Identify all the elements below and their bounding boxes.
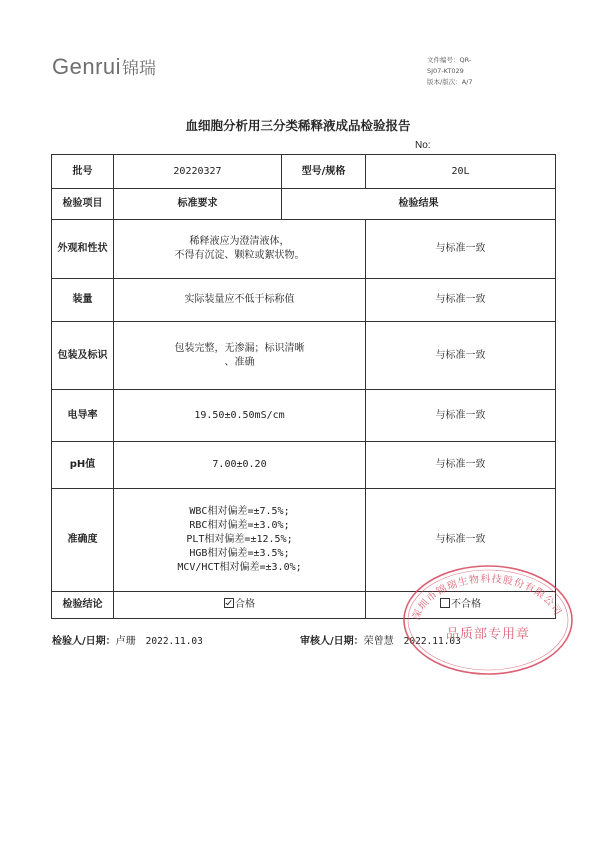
table-row [52, 390, 556, 442]
inspector-label: 检验人/日期： [52, 636, 116, 647]
standard-line: 19.50±0.50mS/cm [194, 409, 285, 421]
row-result: 与标准一致 [366, 322, 556, 390]
logo-latin: Genrui [52, 54, 122, 79]
header-standard: 标准要求 [114, 189, 282, 220]
report-table [51, 154, 556, 619]
doc-meta-line: 版本/版次：A/7 [427, 78, 473, 86]
reviewer-label: 审核人/日期： [300, 636, 364, 647]
standard-line: 7.00±0.20 [212, 459, 267, 470]
seal-center-text: 品质部专用章 [445, 627, 531, 642]
accuracy-line: RBC相对偏差=±3.0%; [189, 520, 290, 531]
accuracy-line: MCV/HCT相对偏差=±3.0%; [177, 562, 302, 573]
standard-line: 、准确 [224, 356, 255, 368]
table-row [52, 279, 556, 322]
conclusion-label: 检验结论 [52, 592, 114, 619]
standard-line: 实际装量应不低于标称值 [184, 294, 295, 305]
row-label: 装量 [52, 279, 114, 322]
row-result: 与标准一致 [366, 220, 556, 279]
pass-checkbox-icon [224, 598, 234, 608]
table-row [52, 155, 556, 189]
inspector-name: 卢珊 [115, 636, 136, 647]
row-result: 与标准一致 [366, 390, 556, 442]
reviewer-name: 荣曾慧 [363, 636, 394, 647]
accuracy-line: PLT相对偏差=±12.5%; [186, 534, 293, 545]
doc-meta-line: SJ07-KT029 [427, 67, 464, 75]
standard-line: 稀释液应为澄清液体， [189, 236, 290, 247]
batch-value: 20220327 [114, 155, 282, 189]
reviewer-date: 2022.11.03 [403, 636, 461, 647]
document-meta [427, 55, 472, 88]
row-result: 与标准一致 [366, 279, 556, 322]
header-item: 检验项目 [52, 189, 114, 220]
accuracy-standard [114, 489, 366, 592]
table-row [52, 322, 556, 390]
accuracy-label: 准确度 [52, 489, 114, 592]
row-label: pH值 [52, 442, 114, 489]
row-label: 外观和性状 [52, 220, 114, 279]
model-label: 型号/规格 [282, 155, 366, 189]
inspector-date: 2022.11.03 [145, 636, 203, 647]
standard-line: 包装完整，无渗漏；标识清晰 [174, 342, 305, 354]
inspector-signature [52, 632, 203, 647]
row-standard [114, 322, 366, 390]
row-label: 电导率 [52, 390, 114, 442]
accuracy-result: 与标准一致 [366, 489, 556, 592]
conclusion-pass [114, 592, 366, 619]
standard-line: 不得有沉淀、颗粒或絮状物。 [174, 250, 305, 261]
seal-inner-ring [408, 570, 568, 670]
model-value: 20L [366, 155, 556, 189]
company-logo [52, 54, 156, 80]
logo-cn: 锦瑞 [122, 59, 157, 79]
company-seal-stamp [400, 558, 576, 676]
seal-ring-text: 深圳市锦瑞生物科技股份有限公司 [411, 573, 564, 622]
row-standard [114, 390, 366, 442]
header-result: 检验结果 [282, 189, 556, 220]
report-number-label: No: [415, 140, 431, 151]
row-standard [114, 220, 366, 279]
doc-meta-line: 文件编号：QR- [427, 56, 472, 64]
table-row [52, 442, 556, 489]
row-standard [114, 279, 366, 322]
accuracy-line: HGB相对偏差=±3.5%; [189, 548, 290, 559]
report-title: 血细胞分析用三分类稀释液成品检验报告 [185, 118, 411, 133]
row-label: 包装及标识 [52, 322, 114, 390]
batch-label: 批号 [52, 155, 114, 189]
row-standard [114, 442, 366, 489]
fail-label: 不合格 [451, 599, 481, 610]
table-row [52, 220, 556, 279]
accuracy-line: WBC相对偏差=±7.5%; [189, 506, 290, 517]
pass-label: 合格 [235, 599, 255, 610]
table-header-row [52, 189, 556, 220]
row-result: 与标准一致 [366, 442, 556, 489]
